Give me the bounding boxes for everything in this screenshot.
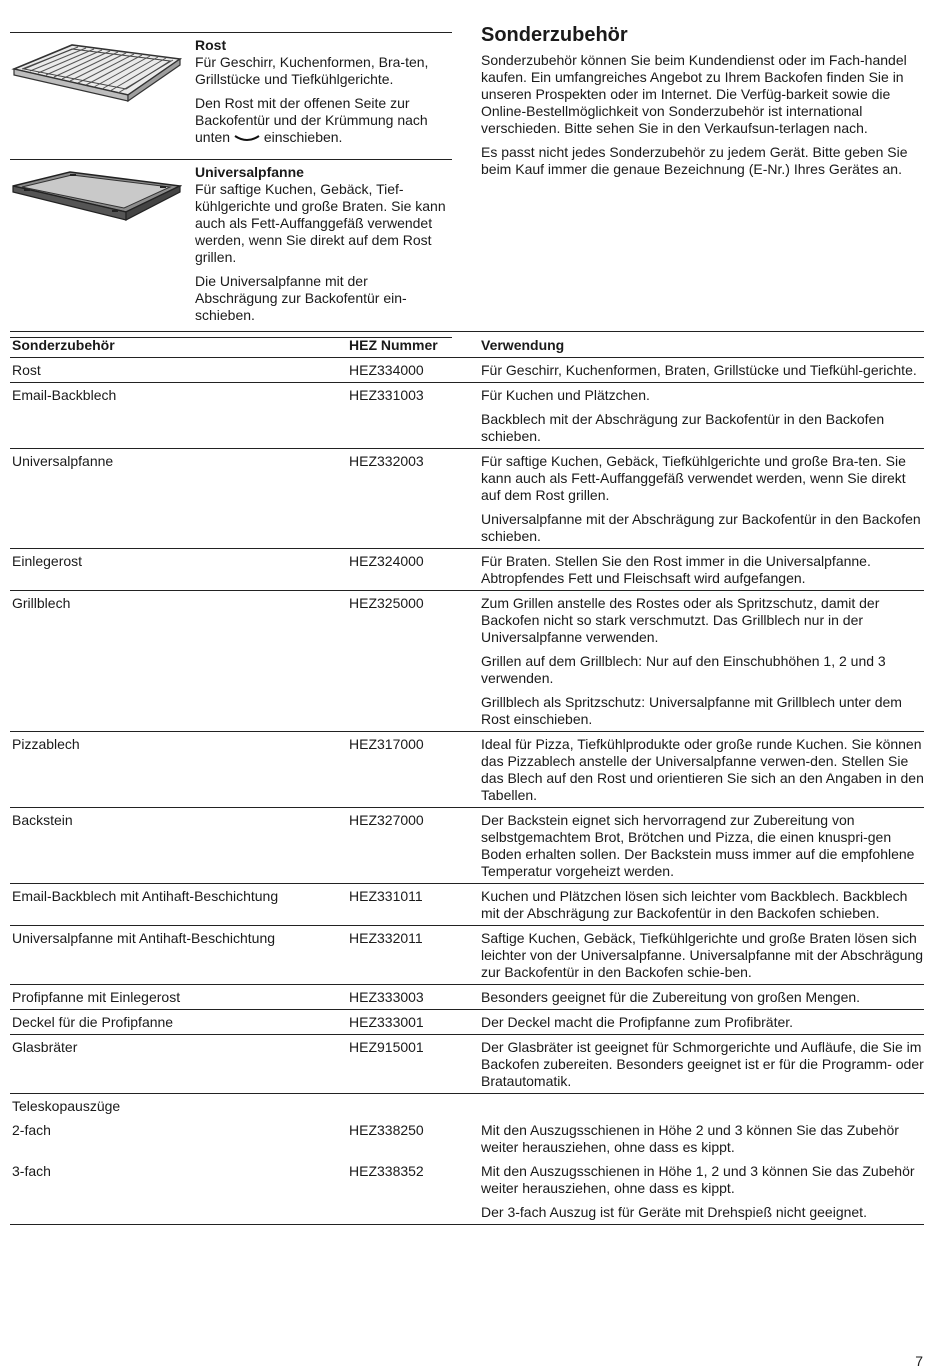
accessory-name: 2-fach <box>12 1122 51 1138</box>
accessory-name: Rost <box>12 362 41 378</box>
accessory-title: Rost <box>195 37 227 53</box>
accessory-name: Profipfanne mit Einlegerost <box>12 989 181 1005</box>
accessory-name: 3-fach <box>12 1163 51 1179</box>
accessory-name: Einlegerost <box>12 553 83 569</box>
accessory-name: Grillblech <box>12 595 71 611</box>
accessory-name: Pizzablech <box>12 736 80 752</box>
usage-cell <box>481 1039 924 1090</box>
curve-down-icon <box>234 134 260 142</box>
hez-number: HEZ317000 <box>349 736 424 752</box>
usage-text: Der Deckel macht die Profipfanne zum Profibräter. <box>481 1014 794 1030</box>
usage-cell <box>481 387 924 445</box>
column-header: HEZ Nummer <box>349 337 438 353</box>
universal-pan-icon <box>10 164 190 331</box>
table-row <box>10 1159 924 1225</box>
hez-number: HEZ327000 <box>349 812 424 828</box>
usage-cell <box>481 1014 924 1031</box>
hez-number: HEZ334000 <box>349 362 424 378</box>
usage-cell <box>481 736 924 804</box>
accessory-instruction: Den Rost mit der offenen Seite zur Backofentür und der Krümmung nach unten einschieben. <box>195 95 428 145</box>
usage-text: Für Geschirr, Kuchenformen, Braten, Grillstücke und Tiefkühl-gerichte. <box>481 362 917 378</box>
table-row <box>10 1118 924 1159</box>
special-accessories-section <box>481 24 921 185</box>
table-row <box>10 883 924 925</box>
accessory-name: Deckel für die Profipfanne <box>12 1014 174 1030</box>
hez-number: HEZ324000 <box>349 553 424 569</box>
usage-text: Backblech mit der Abschrägung zur Backofentür in den Backofen schieben. <box>481 411 885 444</box>
usage-text: Zum Grillen anstelle des Rostes oder als Spritzschutz, damit der Backofen nicht so stark verschmutzt. Das Grillblech nur in der Universalpfanne verwenden. <box>481 595 880 645</box>
accessory-description: Für Geschirr, Kuchenformen, Bra-ten, Grillstücke und Tiefkühlgerichte. <box>195 54 429 87</box>
table-row <box>10 731 924 807</box>
hez-number: HEZ338352 <box>349 1163 424 1179</box>
accessories-table <box>10 331 924 1225</box>
usage-text: Saftige Kuchen, Gebäck, Tiefkühlgerichte und große Braten lösen sich leichter von der Universalpfanne. Universalpfanne mit der Abschrägung zur Backofentür in den Backofen schie-ben. <box>481 930 924 980</box>
table-row <box>10 1034 924 1093</box>
column-header: Verwendung <box>481 337 565 353</box>
usage-text: Grillblech als Spritzschutz: Universalpfanne mit Grillblech unter dem Rost einschieben. <box>481 694 902 727</box>
usage-text: Der Glasbräter ist geeignet für Schmorgerichte und Aufläufe, die Sie im Backofen zubereiten. Besonders geeignet ist er für die Programm- oder Bratautomatik. <box>481 1039 924 1089</box>
usage-cell <box>481 989 924 1006</box>
usage-text: Für Kuchen und Plätzchen. <box>481 387 650 403</box>
usage-text: Mit den Auszugsschienen in Höhe 2 und 3 können Sie das Zubehör weiter herausziehen, ohne dass es kippt. <box>481 1122 899 1155</box>
table-row <box>10 548 924 590</box>
section-paragraph: Es passt nicht jedes Sonderzubehör zu jedem Gerät. Bitte geben Sie beim Kauf immer die genaue Bezeichnung (E-Nr.) Ihres Gerätes an. <box>481 144 908 177</box>
usage-cell <box>481 812 924 880</box>
hez-number: HEZ331003 <box>349 387 424 403</box>
accessory-name: Email-Backblech <box>12 387 117 403</box>
usage-text: Universalpfanne mit der Abschrägung zur Backofentür in den Backofen schieben. <box>481 511 921 544</box>
hez-number: HEZ338250 <box>349 1122 424 1138</box>
usage-text: Grillen auf dem Grillblech: Nur auf den Einschubhöhen 1, 2 und 3 verwenden. <box>481 653 886 686</box>
hez-number: HEZ325000 <box>349 595 424 611</box>
accessory-name: Teleskopauszüge <box>12 1098 121 1114</box>
table-header <box>10 332 924 357</box>
accessory-rost <box>10 32 452 159</box>
hez-number <box>349 1098 481 1115</box>
accessory-name: Glasbräter <box>12 1039 78 1055</box>
table-row <box>10 1093 924 1118</box>
accessory-name: Universalpfanne <box>12 453 114 469</box>
usage-text: Kuchen und Plätzchen lösen sich leichter vom Backblech. Backblech mit der Abschrägung zur Backofentür in den Backofen schieben. <box>481 888 908 921</box>
usage-cell <box>481 1098 924 1115</box>
accessory-name: Backstein <box>12 812 73 828</box>
usage-cell <box>481 1122 924 1156</box>
accessory-title: Universalpfanne <box>195 164 304 180</box>
usage-text: Der 3-fach Auszug ist für Geräte mit Drehspieß nicht geeignet. <box>481 1204 867 1220</box>
usage-cell <box>481 1163 924 1221</box>
hez-number: HEZ333001 <box>349 1014 424 1030</box>
accessory-name: Email-Backblech mit Antihaft-Beschichtung <box>12 888 279 904</box>
column-header: Sonderzubehör <box>12 337 115 353</box>
table-row <box>10 925 924 984</box>
accessory-name: Universalpfanne mit Antihaft-Beschichtung <box>12 930 276 946</box>
table-row <box>10 448 924 548</box>
usage-cell <box>481 930 924 981</box>
accessory-instruction: Die Universalpfanne mit der Abschrägung zur Backofentür ein-schieben. <box>195 273 407 323</box>
usage-text: Besonders geeignet für die Zubereitung von großen Mengen. <box>481 989 861 1005</box>
accessory-description: Für saftige Kuchen, Gebäck, Tief-kühlgerichte und große Braten. Sie kann auch als Fett-Auffanggefäß verwendet werden, wenn Sie direkt auf dem Rost grillen. <box>195 181 446 265</box>
table-row <box>10 590 924 731</box>
usage-cell <box>481 453 924 545</box>
usage-text: Für saftige Kuchen, Gebäck, Tiefkühlgerichte und große Bra-ten. Sie kann auch als Fett-Auffanggefäß verwendet werden, wenn Sie direkt auf dem Rost grillen. <box>481 453 906 503</box>
usage-cell <box>481 595 924 728</box>
hez-number: HEZ332003 <box>349 453 424 469</box>
wire-rack-icon <box>10 37 190 153</box>
usage-text: Mit den Auszugsschienen in Höhe 1, 2 und 3 können Sie das Zubehör weiter herausziehen, ohne dass es kippt. <box>481 1163 915 1196</box>
hez-number: HEZ332011 <box>349 930 423 946</box>
accessory-box <box>10 32 452 338</box>
section-heading: Sonderzubehör <box>481 24 628 46</box>
table-row <box>10 1009 924 1034</box>
hez-number: HEZ333003 <box>349 989 424 1005</box>
usage-text: Der Backstein eignet sich hervorragend zur Zubereitung von selbstgemachtem Brot, Brötchen und Pizza, die einen knuspri-gen Boden erhalten sollen. Der Backstein muss immer auf die empfohlene Temperatur vorgeheizt werden. <box>481 812 915 879</box>
hez-number: HEZ915001 <box>349 1039 424 1055</box>
usage-cell <box>481 362 924 379</box>
section-paragraph: Sonderzubehör können Sie beim Kundendienst oder im Fach-handel kaufen. Ein umfangreiches Angebot zu Ihrem Backofen finden Sie in unseren Prospekten oder im Internet. Die Verfüg-barkeit sowie die Online-Bestellmöglichkeit von Sonderzubehör ist international verschieden. Bitte sehen Sie in den Verkaufsun-terlagen nach. <box>481 52 907 136</box>
usage-cell <box>481 553 924 587</box>
usage-text: Ideal für Pizza, Tiefkühlprodukte oder große runde Kuchen. Sie können das Pizzablech anstelle der Universalpfanne verwen-den. Stellen Sie das Blech auf den Rost und orientieren Sie sich an den Angaben in den Tabellen. <box>481 736 924 803</box>
hez-number: HEZ331011 <box>349 888 423 904</box>
table-row <box>10 807 924 883</box>
table-row <box>10 382 924 448</box>
usage-cell <box>481 888 924 922</box>
accessory-universalpfanne <box>10 159 452 338</box>
page-number: 7 <box>915 1353 923 1369</box>
usage-text: Für Braten. Stellen Sie den Rost immer in die Universalpfanne. Abtropfendes Fett und Fleischsaft wird aufgefangen. <box>481 553 871 586</box>
table-row <box>10 984 924 1009</box>
table-row <box>10 357 924 382</box>
